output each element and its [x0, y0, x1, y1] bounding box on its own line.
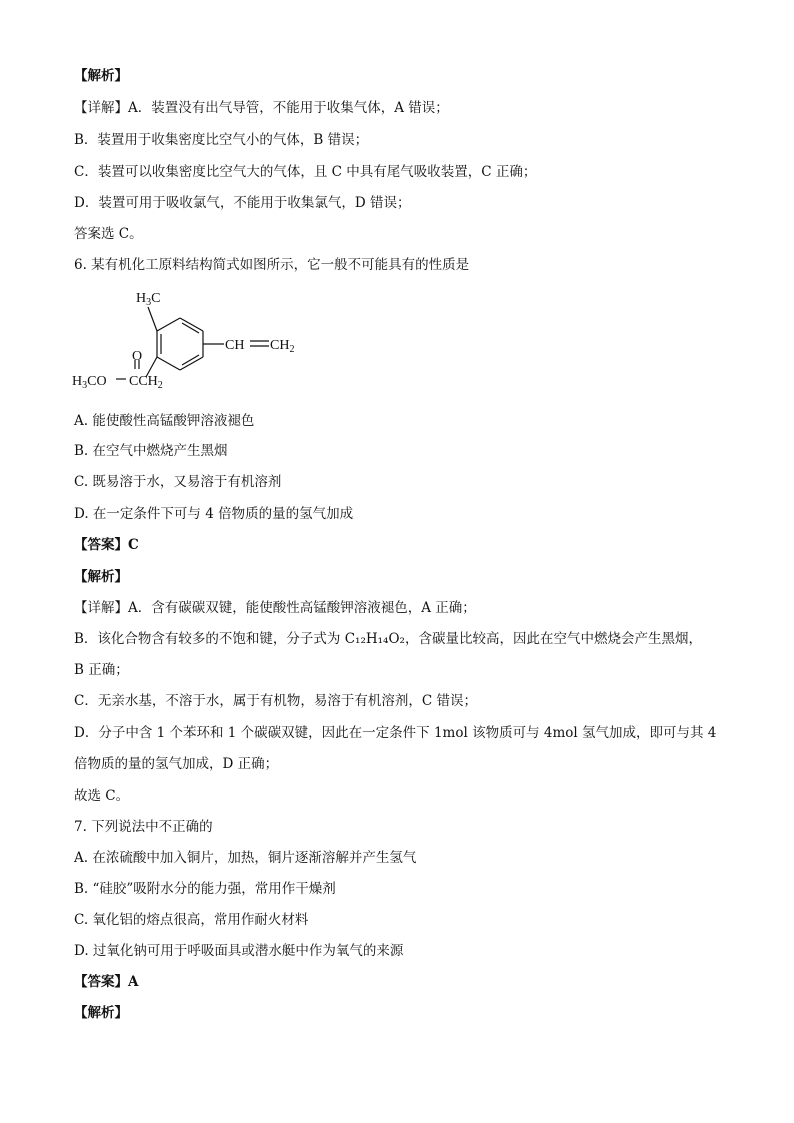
- carbonyl-oxygen: O: [132, 349, 143, 364]
- vinyl-ch: CH: [225, 338, 245, 353]
- detail-line: D．装置可用于吸收氯气，不能用于收集氯气，D 错误；: [74, 195, 411, 211]
- option-b: B. “硅胶”吸附水分的能力强，常用作干燥剂: [74, 881, 336, 897]
- detail-line: 【详解】A．装置没有出气导管，不能用于收集气体，A 错误；: [74, 100, 449, 116]
- vinyl-ch2: $CH_2$: [270, 338, 295, 355]
- analysis-heading: 【解析】: [74, 68, 128, 84]
- option-c: C. 氧化铝的熔点很高，常用作耐火材料: [74, 912, 309, 928]
- answer-line: 【答案】A: [74, 974, 139, 990]
- detail-line: 【详解】A．含有碳碳双键，能使酸性高锰酸钾溶液褪色，A 正确；: [74, 600, 476, 616]
- detail-line: 倍物质的量的氢气加成，D 正确；: [74, 756, 279, 772]
- detail-line: B 正确；: [74, 662, 129, 678]
- methyl-group: $H_3C$: [136, 291, 161, 308]
- conclusion-line: 故选 C。: [74, 788, 130, 804]
- detail-line: C．无亲水基，不溶于水，属于有机物，易溶于有机溶剂，C 错误；: [74, 693, 477, 709]
- question-6: 6. 某有机化工原料结构简式如图所示，它一般不可能具有的性质是: [74, 257, 470, 273]
- option-d: D. 过氧化钠可用于呼吸面具或潜水艇中作为氧气的来源: [74, 943, 404, 959]
- option-c: C. 既易溶于水，又易溶于有机溶剂: [74, 474, 282, 490]
- ester-ch2: $CCH_2$: [129, 374, 163, 391]
- conclusion-line: 答案选 C。: [74, 226, 143, 242]
- molecule-diagram: [66, 282, 326, 400]
- detail-line: D．分子中含 1 个苯环和 1 个碳碳双键，因此在一定条件下 1mol 该物质可与 4mol 氢气加成，即可与其 4: [74, 725, 717, 741]
- answer-line: 【答案】C: [74, 537, 139, 553]
- question-7: 7. 下列说法中不正确的: [74, 819, 213, 835]
- option-a: A. 能使酸性高锰酸钾溶液褪色: [74, 413, 255, 429]
- analysis-heading: 【解析】: [74, 569, 128, 585]
- ester-group: $H_3CO$: [72, 374, 107, 391]
- structural-formula: [66, 282, 326, 400]
- option-d: D. 在一定条件下可与 4 倍物质的量的氢气加成: [74, 506, 354, 522]
- analysis-heading: 【解析】: [74, 1005, 128, 1021]
- option-b: B. 在空气中燃烧产生黑烟: [74, 443, 228, 459]
- detail-line: B．装置用于收集密度比空气小的气体，B 错误；: [74, 132, 369, 148]
- option-a: A. 在浓硫酸中加入铜片，加热，铜片逐渐溶解并产生氢气: [74, 850, 417, 866]
- detail-line: C．装置可以收集密度比空气大的气体，且 C 中具有尾气吸收装置，C 正确；: [74, 164, 537, 180]
- detail-line: B．该化合物含有较多的不饱和键，分子式为 C₁₂H₁₄O₂，含碳量比较高，因此在空气中燃烧会产生黑烟，: [74, 631, 702, 647]
